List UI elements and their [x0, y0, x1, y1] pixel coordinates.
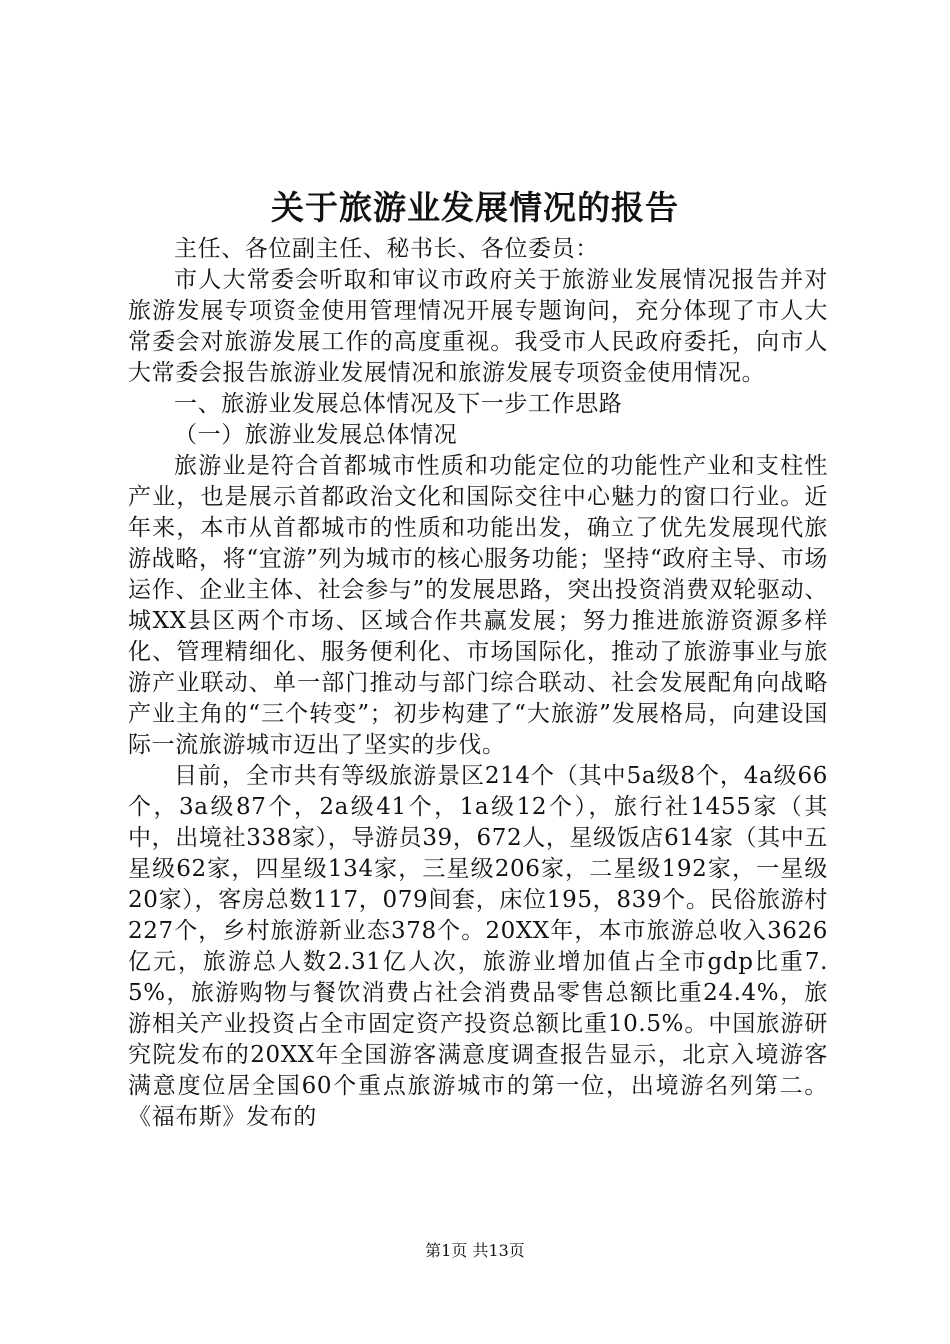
salutation-paragraph: 主任、各位副主任、秘书长、各位委员：	[174, 236, 599, 262]
document-title: 关于旅游业发展情况的报告	[271, 188, 679, 227]
statistics-paragraph: 目前，全市共有等级旅游景区214个（其中5a级8个，4a级66个，3a级87个，2a级41个，1a级12个），旅行社1455家（其中，出境社338家），导游员39，672人，星级饭店614家（其中五星级62家，四星级134家，三星级206家，二星级192家，一星级20家），客房总数117，079间套，床位195，839个。民俗旅游村227个，乡村旅游新业态378个。20XX年，本市旅游总收入3626亿元，旅游总人数2.31亿人次，旅游业增加值占全市gdp比重7.5%，旅游购物与餐饮消费占社会消费品零售总额比重24.4%，旅游相关产业投资占全市固定资产投资总额比重10.5%。中国旅游研究院发布的20XX年全国游客满意度调查报告显示，北京入境游客满意度位居全国60个重点旅游城市的第一位，出境游名列第二。《福布斯》发布的	[128, 763, 828, 1130]
section-heading: 一、旅游业发展总体情况及下一步工作思路	[174, 391, 623, 417]
page-number-footer: 第1页 共13页	[425, 1241, 525, 1260]
subsection-heading: （一）旅游业发展总体情况	[174, 422, 458, 448]
intro-paragraph: 市人大常委会听取和审议市政府关于旅游业发展情况报告并对旅游发展专项资金使用管理情况开展专题询问，充分体现了市人大常委会对旅游发展工作的高度重视。我受市人民政府委托，向市人大常委会报告旅游业发展情况和旅游发展专项资金使用情况。	[128, 267, 828, 386]
overview-paragraph: 旅游业是符合首都城市性质和功能定位的功能性产业和支柱性产业，也是展示首都政治文化和国际交往中心魅力的窗口行业。近年来，本市从首都城市的性质和功能出发，确立了优先发展现代旅游战略，将“宜游”列为城市的核心服务功能；坚持“政府主导、市场运作、企业主体、社会参与”的发展思路，突出投资消费双轮驱动、城XX县区两个市场、区域合作共赢发展；努力推进旅游资源多样化、管理精细化、服务便利化、市场国际化，推动了旅游事业与旅游产业联动、单一部门推动与部门综合联动、社会发展配角向战略产业主角的“三个转变”；初步构建了“大旅游”发展格局，向建设国际一流旅游城市迈出了坚实的步伐。	[128, 453, 828, 758]
document-body	[128, 234, 828, 1133]
